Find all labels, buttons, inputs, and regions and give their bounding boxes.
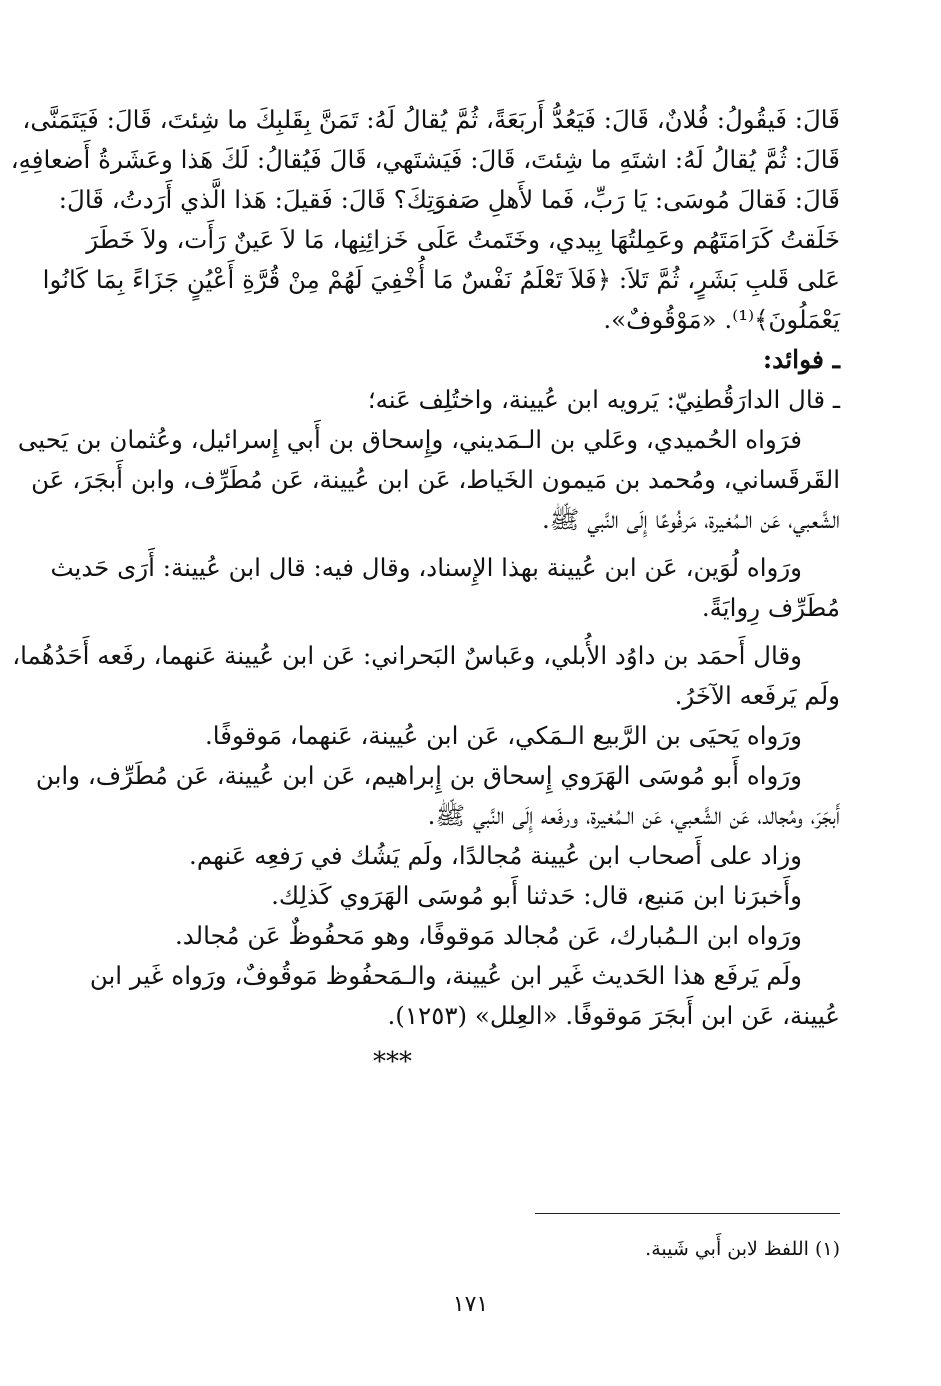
text-line: الشَّعبي، عَن الـمُغيرة، مَرفُوعًا إِلَى النَّبي ﷺ. <box>542 505 840 534</box>
section-separator: *** <box>373 1047 412 1077</box>
text-line: قَالَ: ثُمَّ يُقالُ لَهُ: اشتَهِ ما شِئتَ، قَالَ: فَيَشتَهي، قَالَ فَيُقالُ: لَكَ هَذا وعَشَرةُ أَضعافِهِ، <box>10 145 840 174</box>
page-body <box>10 100 840 1082</box>
paragraph-daraqutni: ـ قال الدارَقُطنِيّ: يَرويه ابن عُيينة، واختُلِف عَنه؛ <box>367 385 840 414</box>
text-line: وقال أَحمَد بن داوُد الأُبلي، وعَباسٌ البَحراني: عَن ابن عُيينة عَنهما، رفَعه أَحَدُهُما، <box>12 641 802 670</box>
paragraph-hadith-text <box>10 100 840 340</box>
text-line: عَلى قَلبِ بَشَرٍ، ثُمَّ تَلاَ: ﴿فَلاَ تَعْلَمُ نَفْسٌ مَا أُخْفِيَ لَهُمْ مِنْ قُرَّةِ أَعْيُنٍ جَزَاءً بِمَا كَانُوا <box>42 265 840 294</box>
text-line: مُطَرِّف رِوايَةً. <box>701 593 840 622</box>
text-line: قَالَ: فَقالَ مُوسَى: يَا رَبِّ، فَما لأَهلِ صَفوَتِكَ؟ قَالَ: فَقيلَ: هَذا الَّذي أَرَدتُ، قَالَ: <box>58 185 840 214</box>
footnote: (١) اللفظ لابن أَبي شَيبة. <box>645 1238 840 1260</box>
paragraph-mujalid-addition: وزاد على أَصحاب ابن عُيينة مُجالدًا، ولَم يَشُك في رَفعِه عَنهم. <box>189 841 802 870</box>
paragraph-yahya: ورَواه يَحيَى بن الرَّبيع الـمَكي، عَن ابن عُيينة، عَنهما، مَوقوفًا. <box>205 721 802 750</box>
text-line: يَعْمَلُونَ﴾⁽¹⁾. «مَوْقُوفٌ». <box>603 305 840 334</box>
paragraph-narrators <box>17 420 840 540</box>
paragraph-abu-musa <box>35 756 840 836</box>
text-line: ولَم يَرفَعه الآخَرُ. <box>674 681 840 710</box>
text-line: ورَواه أَبو مُوسَى الهَرَوي إِسحاق بن إِبراهيم، عَن ابن عُيينة، عَن مُطَرِّف، وابن <box>35 761 802 790</box>
text-line: قَالَ: فَيقُولُ: فُلانٌ، قَالَ: فَيَعُدُّ أَربَعَةً، ثُمَّ يُقالُ لَهُ: تَمَنَّ بِقَلبِكَ ما شِئتَ، قَالَ: فَيَتَمَنَّى، <box>22 105 840 134</box>
text-line: عُيينة، عَن ابن أَبجَرَ مَوقوفًا. «العِلل» (١٢٥٣). <box>387 1001 840 1030</box>
section-heading-fawaid: ـ فوائد: <box>762 345 840 374</box>
text-line: فرَواه الحُميدي، وعَلي بن الـمَديني، وإِسحاق بن أَبي إِسرائيل، وعُثمان بن يَحيى <box>17 425 802 454</box>
paragraph-conclusion <box>89 956 840 1036</box>
page-number: ١٧١ <box>452 1292 489 1317</box>
text-line: أَبجَرَ، ومُجالد، عَن الشَّعبي، عَن الـمُغيرة، ورفَعه إِلَى النَّبي ﷺ. <box>427 801 840 830</box>
paragraph-luwayn <box>50 548 840 628</box>
footnote-divider <box>535 1213 840 1214</box>
text-line: القَرقَساني، ومُحمد بن مَيمون الخَياط، عَن ابن عُيينة، عَن مُطَرِّف، وابن أَبجَرَ، عَن <box>31 465 840 494</box>
text-line: ورَواه لُوَين، عَن ابن عُيينة بهذا الإِسناد، وقال فيه: قال ابن عُيينة: أَرَى حَديث <box>50 553 802 582</box>
paragraph-ibn-mubarak: ورَواه ابن الـمُبارك، عَن مُجالد مَوقوفًا، وهو مَحفُوظٌ عَن مُجالد. <box>175 921 802 950</box>
text-line: خَلَقتُ كَرَامَتَهُم وعَمِلتُهَا بِيدي، وخَتَمتُ عَلَى خَزائِنِها، مَا لاَ عَينٌ رَأَت، ولاَ خَطَرَ <box>86 225 840 254</box>
text-line: ولَم يَرفَع هذا الحَديث غَير ابن عُيينة، والـمَحفُوظ مَوقُوفٌ، ورَواه غَير ابن <box>89 961 802 990</box>
paragraph-ibn-mani: وأَخبرَنا ابن مَنيع، قال: حَدثنا أَبو مُوسَى الهَرَوي كَذلِك. <box>271 881 802 910</box>
paragraph-ahmad-ibn-dawud <box>12 636 840 716</box>
